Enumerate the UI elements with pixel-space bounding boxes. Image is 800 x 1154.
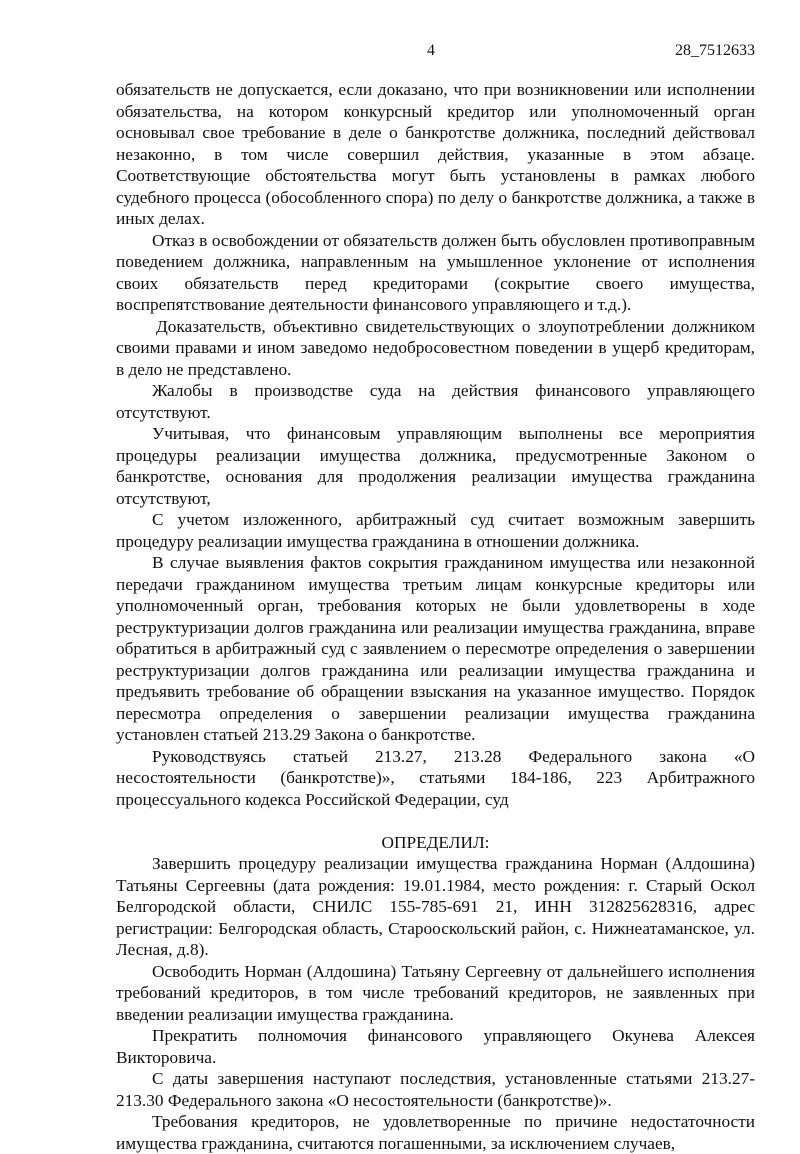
paragraph-refusal-grounds: Отказ в освобождении от обязательств должен быть обусловлен противоправным поведением должника, направленным на умышленное уклонение от исполнения своих обязательств перед кредиторами (сокрытие своего имущества, воспрепятствование деятельности финансового управляющего и т.д.). [116,230,755,314]
document-body [116,79,755,1154]
paragraph-no-complaints: Жалобы в производстве суда на действия финансового управляющего отсутствуют. [116,381,755,422]
paragraph-concealment-case: В случае выявления фактов сокрытия гражданином имущества или незаконной передачи гражданином имущества третьим лицам конкурсные кредиторы или уполномоченный орган, требования которых не были удовлетворены в ходе реструктуризации долгов гражданина или реализации имущества гражданина, вправе обратиться в арбитражный суд с заявлением о пересмотре определения о завершении реструктуризации долгов гражданина или реализации имущества гражданина и предъявить требование об обращении взыскания на указанное имущество. Порядок пересмотра определения о завершении реализации имущества гражданина установлен статьей 213.29 Закона о банкротстве. [116,553,755,744]
page-number: 4 [427,42,435,59]
page-header [116,42,755,64]
ruling-terminate-manager: Прекратить полномочия финансового управляющего Окунева Алексея Викторовича. [116,1026,755,1067]
ruling-consequences: С даты завершения наступают последствия, установленные статьями 213.27-213.30 Федерального закона «О несостоятельности (банкротстве)». [116,1069,755,1110]
ruling-creditor-claims: Требования кредиторов, не удовлетворенные по причине недостаточности имущества гражданина, считаются погашенными, за исключением случаев, [116,1112,755,1153]
paragraph-legal-basis: Руководствуясь статьей 213.27, 213.28 Федерального закона «О несостоятельности (банкротстве)», статьями 184-186, 223 Арбитражного процессуального кодекса Российской Федерации, суд [116,746,755,809]
paragraph-no-evidence: Доказательств, объективно свидетельствующих о злоупотреблении должником своими правами и ином заведомо недобросовестном поведении в ущерб кредиторам, в дело не представлено. [116,316,755,379]
paragraph-considering: Учитывая, что финансовым управляющим выполнены все мероприятия процедуры реализации имущества должника, предусмотренные Законом о банкротстве, основания для продолжения реализации имущества гражданина отсутствуют, [116,424,755,508]
ruling-heading: ОПРЕДЕЛИЛ: [381,832,490,852]
paragraph-continuation: обязательств не допускается, если доказано, что при возникновении или исполнении обязательства, на котором конкурсный кредитор или уполномоченный орган основывал свое требование в деле о банкротстве должника, последний действовал незаконно, в том числе совершил действия, указанные в этом абзаце. Соответствующие обстоятельства могут быть установлены в рамках любого судебного процесса (обособленного спора) по делу о банкротстве должника, а также в иных делах. [116,80,755,228]
paragraph-court-conclusion: С учетом изложенного, арбитражный суд считает возможным завершить процедуру реализации имущества гражданина в отношении должника. [116,510,755,551]
document-id: 28_7512633 [675,42,755,59]
ruling-complete-procedure: Завершить процедуру реализации имущества гражданина Норман (Алдошина) Татьяны Сергеевны (дата рождения: 19.01.1984, место рождения: г. Старый Оскол Белгородской области, СНИЛС 155-785-691 21, ИНН 312825628316, адрес регистрации: Белгородская область, Старооскольский район, с. Нижнеатаманское, ул. Лесная, д.8). [116,854,755,959]
ruling-release-obligations: Освободить Норман (Алдошина) Татьяну Сергеевну от дальнейшего исполнения требований кредиторов, в том числе требований кредиторов, не заявленных при введении реализации имущества гражданина. [116,961,755,1024]
